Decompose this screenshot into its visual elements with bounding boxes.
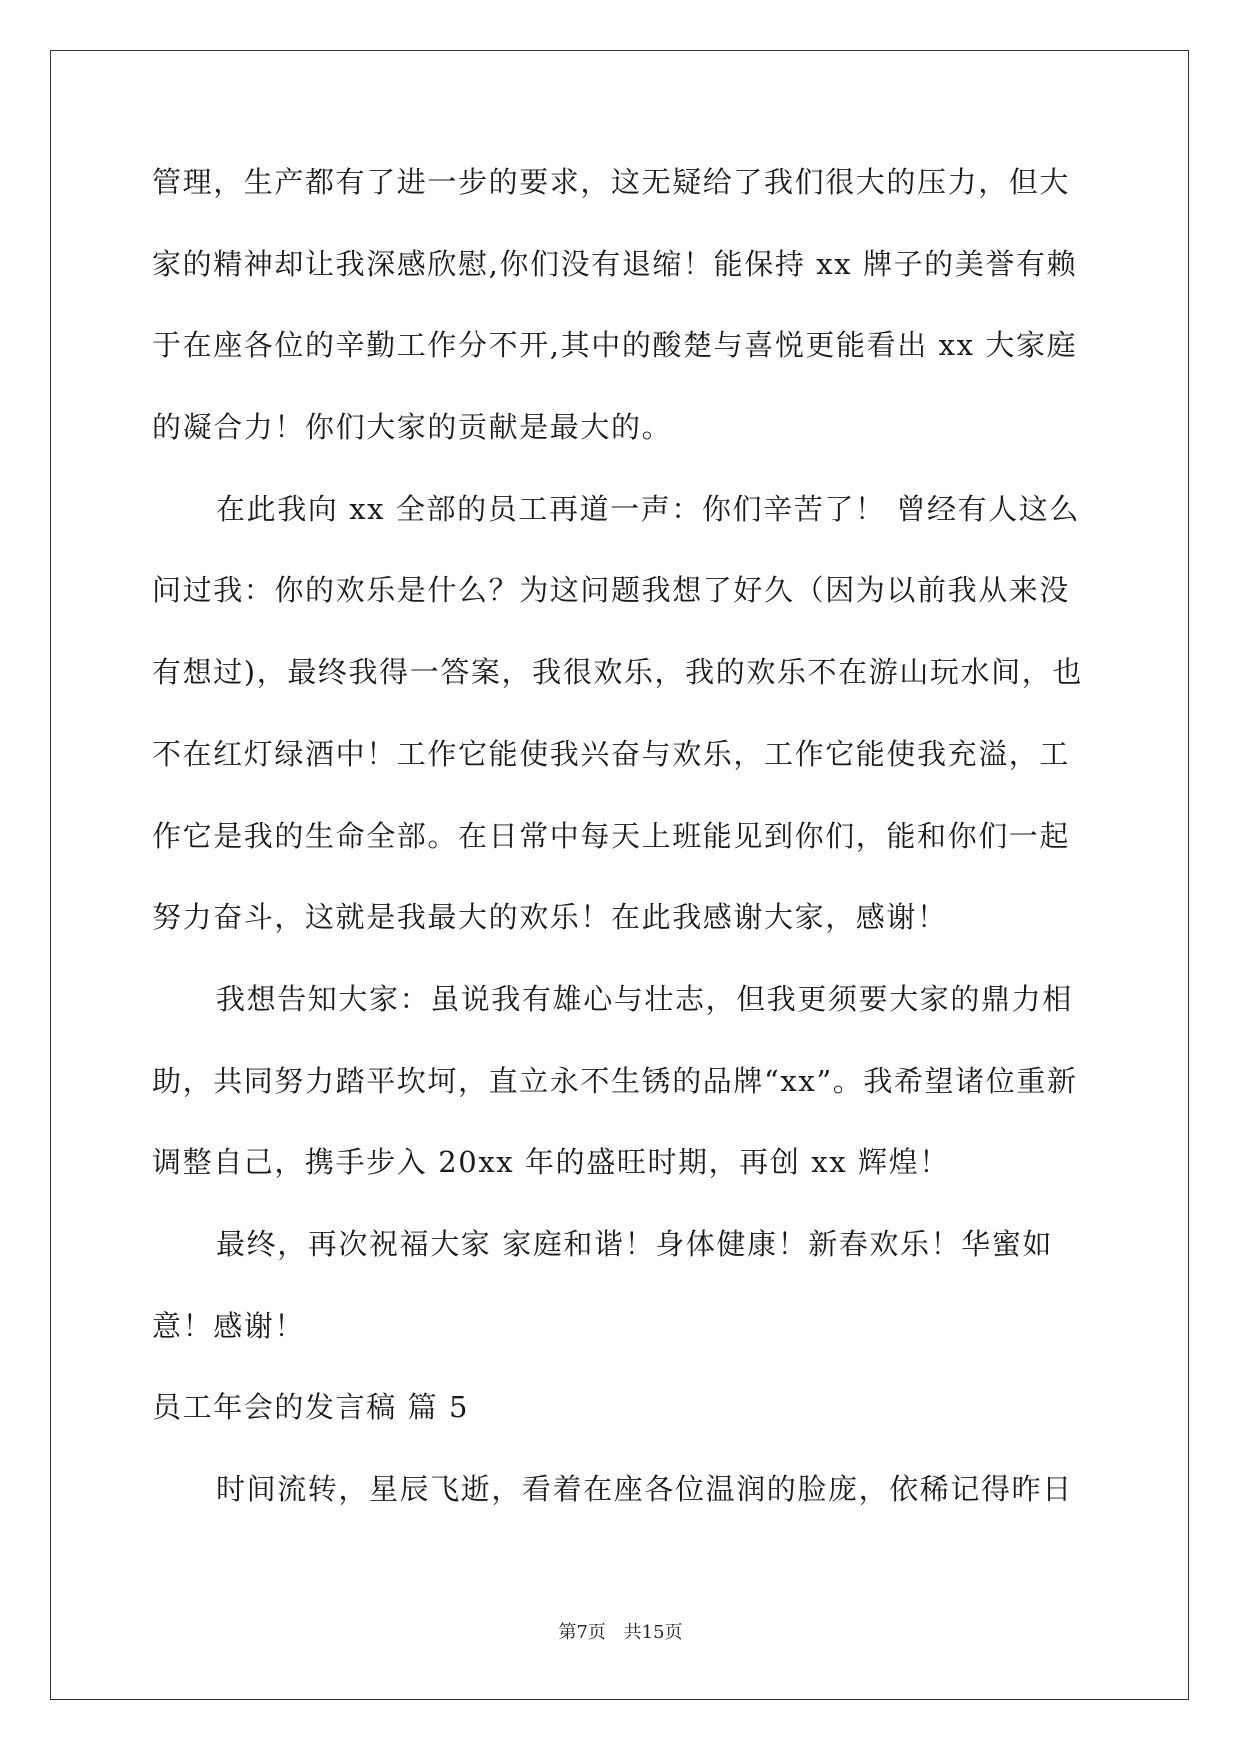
- text-line: 意！感谢！: [152, 1308, 306, 1343]
- paragraph-first-line: 在此我向 xx 全部的员工再道一声：你们辛苦了！ 曾经有人这么: [216, 491, 1080, 526]
- section-heading: 员工年会的发言稿 篇 5: [152, 1390, 470, 1425]
- text-line: 有想过)，最终我得一答案，我很欢乐，我的欢乐不在游山玩水间，也: [152, 655, 1083, 690]
- text-line: 不在红灯绿酒中！工作它能使我兴奋与欢乐，工作它能使我充溢，工: [152, 736, 1071, 771]
- paragraph-first-line: 最终，再次祝福大家 家庭和谐！身体健康！新春欢乐！华蜜如: [216, 1226, 1054, 1261]
- text-line: 努力奋斗，这就是我最大的欢乐！在此我感谢大家，感谢！: [152, 900, 948, 935]
- text-line: 作它是我的生命全部。在日常中每天上班能见到你们，能和你们一起: [152, 818, 1071, 853]
- text-line: 管理，生产都有了进一步的要求，这无疑给了我们很大的压力，但大: [152, 165, 1071, 199]
- document-body: [152, 162, 1087, 1551]
- page-total: 共15页: [623, 1622, 683, 1643]
- page-number: 第7页: [558, 1622, 606, 1643]
- text-line: 家的精神却让我深感欣慰,你们没有退缩！能保持 xx 牌子的美誉有赖: [152, 246, 1078, 281]
- text-line: 调整自己，携手步入 20xx 年的盛旺时期，再创 xx 辉煌！: [152, 1145, 950, 1180]
- paragraph-first-line: 时间流转，星辰飞逝，看着在座各位温润的脸庞，依稀记得昨日: [216, 1472, 1073, 1506]
- text-line: 于在座各位的辛勤工作分不开,其中的酸楚与喜悦更能看出 xx 大家庭: [152, 328, 1078, 363]
- text-line: 助，共同努力踏平坎坷，直立永不生锈的品牌“xx”。我希望诸位重新: [152, 1063, 1078, 1098]
- text-line: 的凝合力！你们大家的贡献是最大的。: [152, 410, 673, 445]
- page-footer: [0, 1618, 1241, 1644]
- text-line: 问过我：你的欢乐是什么？为这问题我想了好久（因为以前我从来没: [152, 573, 1071, 608]
- paragraph-first-line: 我想告知大家：虽说我有雄心与壮志，但我更须要大家的鼎力相: [216, 981, 1073, 1016]
